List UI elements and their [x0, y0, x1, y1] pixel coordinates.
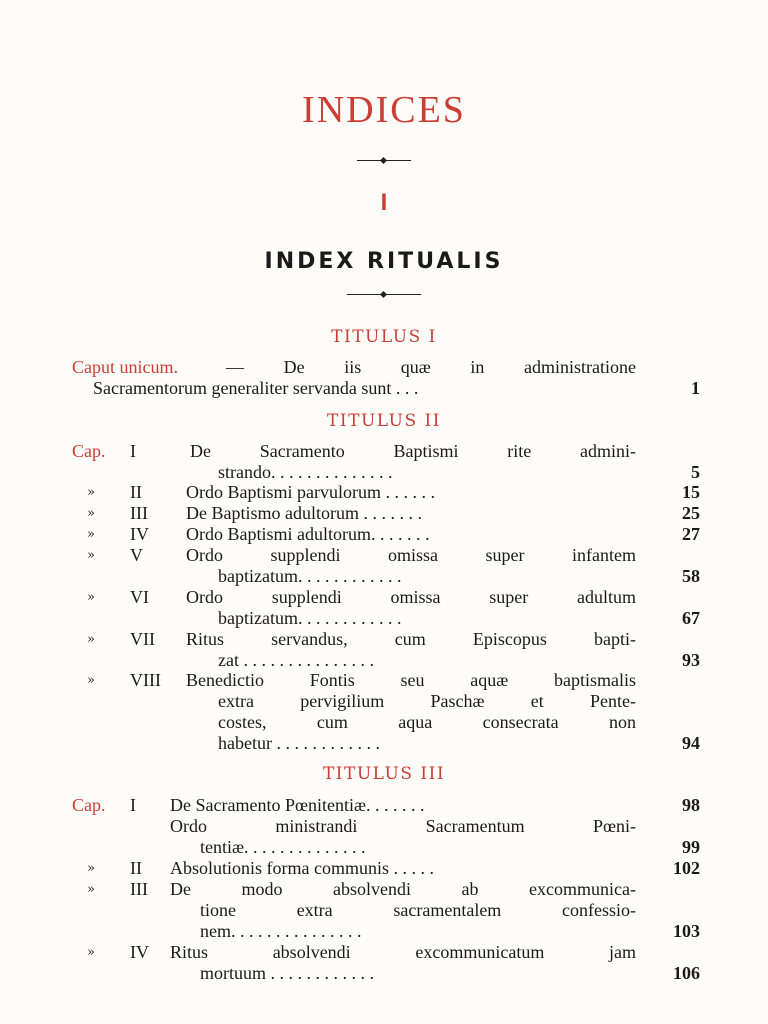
- page-title: INDICES: [302, 89, 466, 131]
- chapter-number: III: [130, 503, 148, 523]
- chapter-number: I: [130, 441, 136, 461]
- entry-text: baptizatum. . . . . . . . . . . .: [218, 608, 402, 628]
- cap-label: Cap.: [72, 441, 106, 461]
- ditto-mark: »: [87, 861, 95, 876]
- ditto-mark: »: [87, 590, 95, 605]
- page-number: 98: [682, 795, 700, 815]
- entry-text: Benedictio Fontis seu aquæ baptismalis: [186, 670, 636, 690]
- entry-text: Ordo Baptismi adultorum. . . . . . .: [186, 524, 430, 544]
- caput-label: Caput unicum.: [72, 357, 178, 377]
- page-number: 103: [673, 921, 700, 941]
- entry-text: habetur . . . . . . . . . . . .: [218, 733, 380, 753]
- chapter-number: VIII: [130, 670, 161, 690]
- page-number: 94: [682, 733, 700, 753]
- ditto-mark: »: [87, 673, 95, 688]
- entry-text: Absolutionis forma communis . . . . .: [170, 858, 434, 878]
- chapter-number: V: [130, 545, 143, 565]
- page-number: 99: [682, 837, 700, 857]
- ditto-mark: »: [87, 506, 95, 521]
- entry-text: tentiæ. . . . . . . . . . . . . .: [200, 837, 366, 857]
- page-number: 58: [682, 566, 700, 586]
- entry-text: mortuum . . . . . . . . . . . .: [200, 963, 374, 983]
- entry-text: Sacramentorum generaliter servanda sunt . . .: [93, 378, 419, 398]
- chapter-number: II: [130, 482, 142, 502]
- titulus-heading: TITULUS I: [331, 327, 437, 347]
- entry-text: Ritus servandus, cum Episcopus bapti-: [186, 629, 636, 649]
- page-number: 93: [682, 650, 700, 670]
- entry-text: Ordo Baptismi parvulorum . . . . . .: [186, 482, 435, 502]
- entry-text: Ordo supplendi omissa super infantem: [186, 545, 636, 565]
- ditto-mark: »: [87, 632, 95, 647]
- entry-text: Ordo ministrandi Sacramentum Pœni-: [170, 816, 636, 836]
- chapter-number: IV: [130, 942, 149, 962]
- index-title: INDEX RITUALIS: [264, 249, 504, 274]
- chapter-number: III: [130, 879, 148, 899]
- ornament-divider: [347, 292, 421, 298]
- entry-text: tione extra sacramentalem confessio-: [200, 900, 636, 920]
- entry-text: zat . . . . . . . . . . . . . . .: [218, 650, 374, 670]
- entry-text: costes, cum aqua consecrata non: [218, 712, 636, 732]
- section-number: I: [380, 189, 388, 216]
- page-number: 25: [682, 503, 700, 523]
- ditto-mark: »: [87, 882, 95, 897]
- entry-text: De modo absolvendi ab excommunica-: [170, 879, 636, 899]
- page-number: 15: [682, 482, 700, 502]
- page-number: 27: [682, 524, 700, 544]
- chapter-number: II: [130, 858, 142, 878]
- ditto-mark: »: [87, 527, 95, 542]
- entry-text: De Sacramento Pœnitentiæ. . . . . . .: [170, 795, 425, 815]
- chapter-number: VII: [130, 629, 155, 649]
- chapter-number: I: [130, 795, 136, 815]
- entry-text: strando. . . . . . . . . . . . . .: [218, 462, 393, 482]
- entry-text: De Sacramento Baptismi rite admini-: [190, 441, 636, 461]
- ditto-mark: »: [87, 945, 95, 960]
- entry-text: De Baptismo adultorum . . . . . . .: [186, 503, 422, 523]
- titulus-heading: TITULUS III: [322, 764, 446, 784]
- page-number: 106: [673, 963, 700, 983]
- page-number: 5: [691, 462, 700, 482]
- page-number: 1: [691, 378, 700, 398]
- entry-text: Ritus absolvendi excommunicatum jam: [170, 942, 636, 962]
- chapter-number: IV: [130, 524, 149, 544]
- cap-label: Cap.: [72, 795, 106, 815]
- entry-text: extra pervigilium Paschæ et Pente-: [218, 691, 636, 711]
- titulus-heading: TITULUS II: [327, 411, 441, 431]
- page-number: 67: [682, 608, 700, 628]
- entry-text: — De iis quæ in administratione: [226, 357, 636, 377]
- entry-text: Ordo supplendi omissa super adultum: [186, 587, 636, 607]
- entry-text: nem. . . . . . . . . . . . . . .: [200, 921, 362, 941]
- ornament-divider: [357, 158, 411, 164]
- ditto-mark: »: [87, 548, 95, 563]
- page-number: 102: [673, 858, 700, 878]
- ditto-mark: »: [87, 485, 95, 500]
- entry-text: baptizatum. . . . . . . . . . . .: [218, 566, 402, 586]
- chapter-number: VI: [130, 587, 149, 607]
